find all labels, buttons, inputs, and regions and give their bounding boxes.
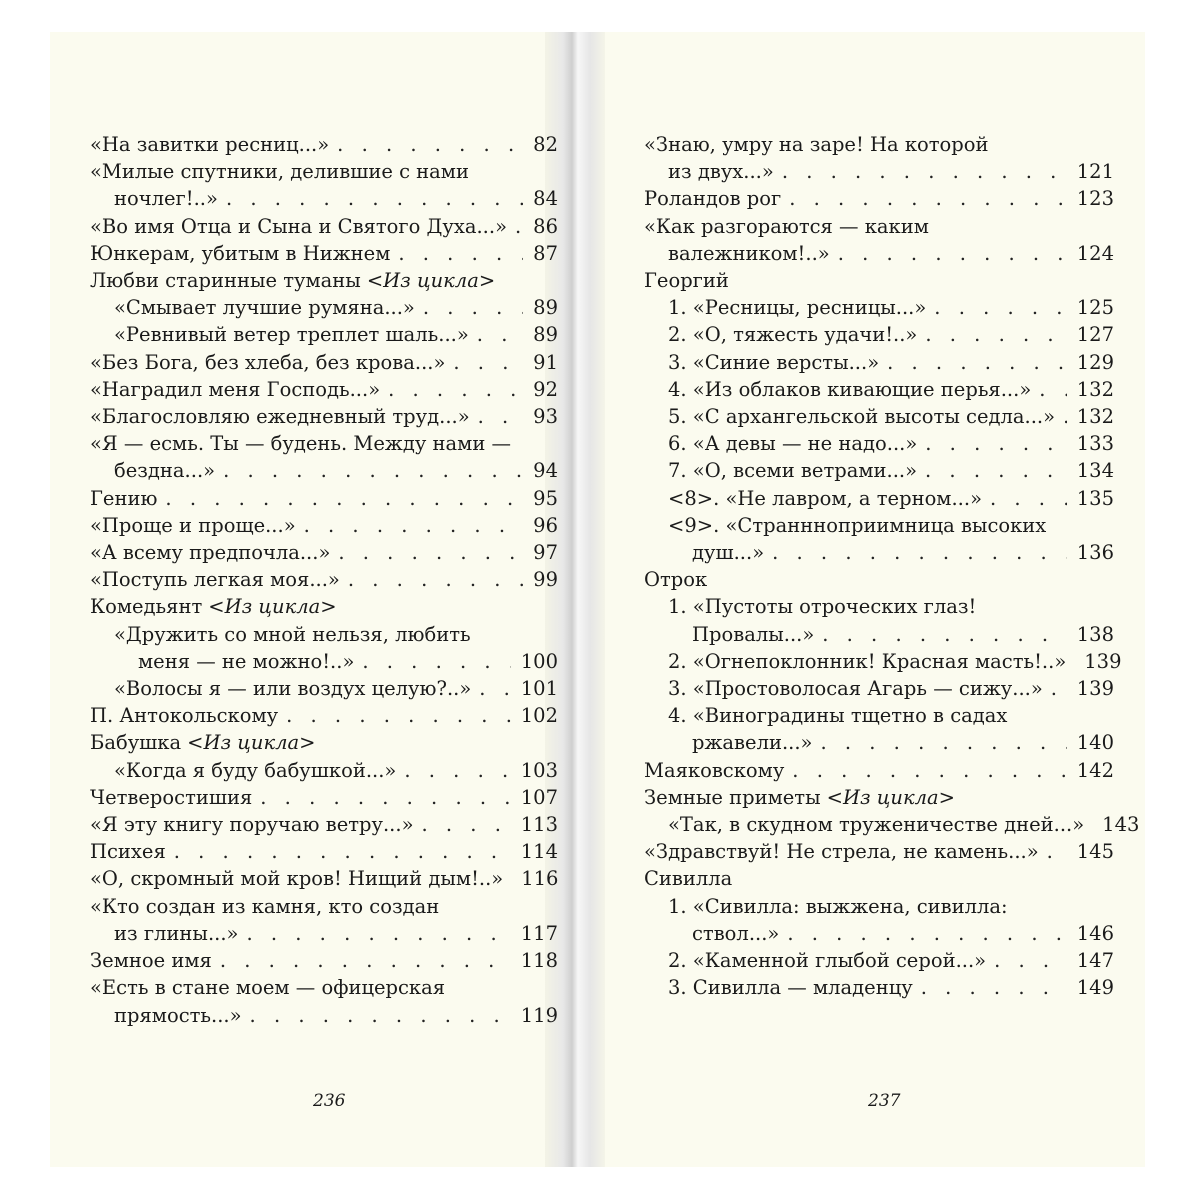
- dot-leader: [223, 457, 523, 484]
- toc-page-number: 89: [533, 323, 558, 347]
- toc-entry: [90, 974, 558, 1028]
- toc-entry-title: «Без Бога, без хлеба, без крова...»: [90, 350, 446, 374]
- dot-leader: [515, 213, 523, 240]
- dot-leader: [388, 376, 523, 403]
- toc-entry-row: [644, 811, 1140, 838]
- dot-leader: [789, 185, 1067, 212]
- toc-entry-row: [644, 729, 1114, 756]
- toc-entry: [90, 349, 558, 376]
- toc-entry-title: «Так, в скудном труженичестве дней...»: [668, 813, 1085, 837]
- toc-page-number: 82: [533, 133, 558, 156]
- toc-entry-title: «А всему предпочла...»: [90, 541, 331, 565]
- toc-page-number: 107: [520, 785, 558, 809]
- toc-entry: [90, 729, 558, 756]
- dot-leader: [1051, 675, 1067, 702]
- toc-entry-row: [90, 240, 558, 267]
- dot-leader: [423, 294, 523, 321]
- toc-entry-row: [90, 294, 558, 321]
- toc-entry: [644, 131, 1114, 185]
- toc-entry-title: «Наградил меня Господь...»: [90, 377, 381, 401]
- dot-leader: [246, 920, 510, 947]
- dot-leader: [220, 947, 511, 974]
- left-page-number: 236: [313, 1091, 346, 1111]
- toc-entry-title: 3. «Синие версты...»: [668, 350, 880, 374]
- toc-entry-first-line: <9>. «Страннноприимница высоких: [668, 513, 1047, 537]
- toc-page-number: 95: [533, 486, 558, 510]
- toc-entry: [90, 321, 558, 348]
- toc-entry: [644, 648, 1122, 675]
- toc-entry-title: Георгий: [644, 269, 729, 293]
- toc-entry: [90, 702, 558, 729]
- toc-entry-row: [644, 648, 1122, 675]
- toc-entry-row: [90, 811, 558, 838]
- toc-entry-title: «Проще и проще...»: [90, 513, 296, 537]
- toc-entry-first-line: 1. «Пустоты отроческих глаз!: [668, 595, 977, 619]
- toc-page-number: 121: [1076, 160, 1114, 184]
- toc-entry-row: [644, 485, 1114, 512]
- toc-entry: [90, 621, 558, 675]
- toc-entry-row: [644, 838, 1114, 865]
- toc-entry-row: [644, 539, 1114, 566]
- toc-entry: [90, 947, 558, 974]
- toc-entry-title: «На завитки ресниц...»: [90, 133, 330, 156]
- toc-entry-title: валежником!..»: [668, 241, 830, 265]
- dot-leader: [453, 349, 523, 376]
- toc-page-number: 132: [1076, 377, 1114, 401]
- toc-entry-row: [90, 757, 558, 784]
- dot-leader: [925, 457, 1067, 484]
- dot-leader: [1063, 403, 1067, 430]
- dot-leader: [304, 512, 524, 539]
- toc-entry-row: [90, 213, 558, 240]
- dot-leader: [250, 1002, 511, 1029]
- dot-leader: [887, 349, 1067, 376]
- toc-entry-title: 2. «О, тяжесть удачи!..»: [668, 323, 918, 347]
- toc-page-number: 101: [520, 677, 558, 701]
- toc-entry-title: 2. «Огнепоклонник! Красная масть!..»: [668, 649, 1067, 673]
- toc-page-number: 124: [1076, 241, 1114, 265]
- toc-entry-title: Провалы...»: [692, 622, 815, 646]
- toc-entry-row: [90, 1002, 558, 1029]
- dot-leader: [772, 539, 1067, 566]
- toc-entry-title: Маяковскому: [644, 758, 785, 782]
- toc-entry: [644, 757, 1114, 784]
- toc-entry-title: меня — не можно!..»: [138, 649, 355, 673]
- toc-entry: [644, 702, 1114, 756]
- dot-leader: [838, 240, 1067, 267]
- dot-leader: [398, 240, 523, 267]
- toc-entry: [644, 321, 1114, 348]
- toc-entry-row: [90, 457, 558, 484]
- toc-entry: [644, 838, 1114, 865]
- toc-entry-title: Земные приметы: [644, 785, 821, 809]
- toc-entry: [644, 185, 1114, 212]
- toc-entry-row: [90, 267, 558, 294]
- dot-leader: [792, 757, 1066, 784]
- dot-leader: [820, 729, 1066, 756]
- toc-page-number: 103: [520, 758, 558, 782]
- toc-entry-row: [644, 757, 1114, 784]
- toc-page-number: 102: [520, 704, 558, 728]
- toc-page-number: 117: [520, 921, 558, 945]
- toc-entry: [90, 757, 558, 784]
- toc-page-number: 127: [1076, 323, 1114, 347]
- toc-entry: [90, 131, 558, 158]
- toc-entry: [90, 784, 558, 811]
- right-page-number: 237: [868, 1091, 901, 1111]
- toc-cycle-note: <Из цикла>: [826, 785, 955, 809]
- toc-page-number: 87: [533, 241, 558, 265]
- toc-entry: [90, 838, 558, 865]
- dot-leader: [165, 485, 523, 512]
- toc-entry-title: Бабушка: [90, 731, 182, 755]
- toc-entry: [644, 675, 1114, 702]
- toc-page-number: 136: [1076, 541, 1114, 565]
- dot-leader: [174, 838, 511, 865]
- toc-entry-row: [90, 920, 558, 947]
- toc-entry-title: Гению: [90, 486, 158, 510]
- toc-entry-title: «Волосы я — или воздух целую?..»: [114, 677, 472, 701]
- toc-entry-row: [90, 539, 558, 566]
- toc-entry-title: «Благословляю ежедневный труд...»: [90, 405, 470, 429]
- toc-page-number: 140: [1076, 731, 1114, 755]
- toc-entry-row: [644, 920, 1114, 947]
- toc-entry: [644, 430, 1114, 457]
- toc-entry-title: 3. «Простоволосая Агарь — сижу...»: [668, 677, 1043, 701]
- toc-entry-first-line: «Кто создан из камня, кто создан: [90, 894, 440, 918]
- toc-entry: [644, 566, 1114, 593]
- toc-entry-title: 7. «О, всеми ветрами...»: [668, 459, 918, 483]
- toc-page-number: 149: [1076, 976, 1114, 1000]
- dot-leader: [782, 158, 1067, 185]
- toc-entry: [644, 974, 1114, 1001]
- toc-entry: [644, 865, 1114, 892]
- dot-leader: [226, 185, 523, 212]
- toc-entry-row: [644, 430, 1114, 457]
- toc-entry-row: [644, 158, 1114, 185]
- toc-entry: [90, 213, 558, 240]
- dot-leader: [286, 702, 511, 729]
- toc-entry: [644, 485, 1114, 512]
- toc-cycle-note: <Из цикла>: [208, 595, 337, 619]
- toc-entry: [90, 593, 558, 620]
- toc-entry-title: Юнкерам, убитым в Нижнем: [90, 241, 391, 265]
- toc-page-number: 119: [520, 1003, 558, 1027]
- toc-page-number: 143: [1102, 813, 1140, 837]
- toc-page-number: 92: [533, 377, 558, 401]
- toc-page-number: 113: [520, 813, 558, 837]
- toc-entry: [90, 430, 558, 484]
- toc-entry-row: [644, 621, 1114, 648]
- dot-leader: [934, 294, 1066, 321]
- toc-entry: [90, 811, 558, 838]
- toc-entry: [90, 485, 558, 512]
- toc-entry-title: Отрок: [644, 568, 708, 592]
- toc-page-number: 125: [1076, 296, 1114, 320]
- toc-entry: [644, 349, 1114, 376]
- toc-entry-row: [644, 240, 1114, 267]
- toc-entry: [644, 784, 1114, 811]
- dot-leader: [260, 784, 510, 811]
- dot-leader: [404, 757, 510, 784]
- toc-entry: [644, 947, 1114, 974]
- toc-page-number: 114: [520, 840, 558, 864]
- toc-entry-title: 5. «С архангельской высоты седла...»: [668, 405, 1056, 429]
- toc-entry-title: 4. «Из облаков кивающие перья...»: [668, 377, 1032, 401]
- toc-page-number: 99: [533, 568, 558, 592]
- dot-leader: [990, 485, 1067, 512]
- toc-page-number: 123: [1076, 187, 1114, 211]
- toc-entry-title: 1. «Ресницы, ресницы...»: [668, 296, 927, 320]
- toc-entry: [644, 457, 1114, 484]
- toc-entry-title: Четверостишия: [90, 785, 253, 809]
- toc-entry-title: «Когда я буду бабушкой...»: [114, 758, 397, 782]
- toc-entry-title: 3. Сивилла — младенцу: [668, 976, 913, 1000]
- toc-entry-row: [90, 702, 558, 729]
- toc-entry: [90, 865, 558, 892]
- dot-leader: [925, 430, 1066, 457]
- toc-page-number: 84: [533, 187, 558, 211]
- toc-page-number: 86: [533, 214, 558, 238]
- toc-page-number: 135: [1076, 486, 1114, 510]
- toc-page-number: 139: [1076, 677, 1114, 701]
- toc-page-number: 133: [1076, 432, 1114, 456]
- toc-entry: [644, 593, 1114, 647]
- toc-entry-first-line: «Дружить со мной нельзя, любить: [114, 622, 471, 646]
- toc-entry-row: [90, 784, 558, 811]
- dot-leader: [479, 675, 510, 702]
- toc-entry: [90, 893, 558, 947]
- toc-entry: [644, 893, 1114, 947]
- toc-page-number: 146: [1076, 921, 1114, 945]
- toc-page-number: 91: [533, 350, 558, 374]
- toc-entry-row: [90, 593, 558, 620]
- toc-entry-title: 2. «Каменной глыбой серой...»: [668, 949, 987, 973]
- toc-entry-row: [90, 729, 558, 756]
- toc-entry-row: [644, 566, 1114, 593]
- toc-entry: [90, 566, 558, 593]
- toc-entry-row: [90, 865, 558, 892]
- toc-page-number: 147: [1076, 949, 1114, 973]
- toc-entry-title: «Ревнивый ветер треплет шаль...»: [114, 323, 469, 347]
- toc-entry: [644, 267, 1114, 294]
- toc-entry-title: <8>. «Не лавром, а терном...»: [668, 486, 982, 510]
- toc-page-number: 96: [533, 513, 558, 537]
- toc-page-number: 100: [520, 649, 558, 673]
- toc-entry-row: [90, 485, 558, 512]
- toc-entry-title: ствол...»: [692, 921, 780, 945]
- toc-entry-row: [644, 185, 1114, 212]
- toc-entry-first-line: «Милые спутники, делившие с нами: [90, 160, 469, 184]
- toc-entry-title: Сивилла: [644, 867, 733, 891]
- toc-entry: [90, 403, 558, 430]
- toc-entry-title: «Во имя Отца и Сына и Святого Духа...»: [90, 214, 508, 238]
- dot-leader: [1047, 838, 1067, 865]
- toc-entry-title: «Я эту книгу поручаю ветру...»: [90, 813, 414, 837]
- toc-cycle-note: <Из цикла>: [187, 731, 316, 755]
- toc-entry-title: «О, скромный мой кров! Нищий дым!..»: [90, 867, 504, 891]
- toc-page-number: 145: [1076, 840, 1114, 864]
- toc-entry-title: бездна...»: [114, 459, 216, 483]
- dot-leader: [994, 947, 1067, 974]
- toc-entry-row: [90, 675, 558, 702]
- toc-page-number: 116: [521, 867, 559, 891]
- toc-entry-row: [644, 321, 1114, 348]
- toc-entry: [644, 294, 1114, 321]
- toc-entry-title: из двух...»: [668, 160, 774, 184]
- toc-page-number: 118: [520, 949, 558, 973]
- dot-leader: [925, 321, 1066, 348]
- toc-page-number: 138: [1076, 622, 1114, 646]
- toc-page-number: 97: [533, 541, 558, 565]
- toc-entry-row: [90, 838, 558, 865]
- toc-page-number: 94: [533, 459, 558, 483]
- toc-entry-title: «Поступь легкая моя...»: [90, 568, 340, 592]
- toc-entry-first-line: 4. «Виноградины тщетно в садах: [668, 704, 1008, 728]
- toc-entry-title: 6. «А девы — не надо...»: [668, 432, 918, 456]
- toc-entry-first-line: «Я — есмь. Ты — будень. Между нами —: [90, 432, 512, 456]
- toc-entry-row: [90, 376, 558, 403]
- toc-entry-title: П. Антокольскому: [90, 704, 279, 728]
- toc-entry-row: [644, 457, 1114, 484]
- toc-entry-title: душ...»: [692, 541, 765, 565]
- toc-entry-title: прямость...»: [114, 1003, 242, 1027]
- toc-entry-row: [644, 947, 1114, 974]
- toc-page-number: 89: [533, 296, 558, 320]
- toc-page-number: 132: [1076, 405, 1114, 429]
- toc-page-number: 139: [1084, 649, 1122, 673]
- toc-entry-row: [90, 185, 558, 212]
- toc-entry-title: Комедьянт: [90, 595, 203, 619]
- dot-leader: [478, 403, 524, 430]
- toc-cycle-note: <Из цикла>: [366, 269, 496, 293]
- toc-entry-title: Земное имя: [90, 949, 212, 973]
- toc-entry-row: [644, 675, 1114, 702]
- toc-entry-row: [90, 349, 558, 376]
- toc-page-number: 134: [1076, 459, 1114, 483]
- dot-leader: [1039, 376, 1067, 403]
- toc-entry-row: [644, 403, 1114, 430]
- toc-entry-row: [90, 512, 558, 539]
- toc-entry: [644, 403, 1114, 430]
- toc-entry-row: [644, 294, 1114, 321]
- toc-entry-first-line: 1. «Сивилла: выжжена, сивилла:: [668, 894, 1008, 918]
- toc-entry: [90, 267, 558, 294]
- dot-leader: [338, 539, 523, 566]
- toc-entry-row: [90, 131, 558, 158]
- toc-entry: [90, 294, 558, 321]
- toc-page-number: 129: [1076, 350, 1114, 374]
- toc-entry-row: [90, 321, 558, 348]
- toc-entry: [644, 811, 1140, 838]
- toc-entry-row: [90, 648, 558, 675]
- dot-leader: [822, 621, 1067, 648]
- toc-entry-title: из глины...»: [114, 921, 239, 945]
- toc-entry: [644, 512, 1114, 566]
- toc-entry-title: «Здравствуй! Не стрела, не камень...»: [644, 840, 1039, 864]
- toc-entry: [90, 512, 558, 539]
- toc-page-number: 93: [533, 405, 558, 429]
- toc-entry-row: [644, 267, 1114, 294]
- dot-leader: [477, 321, 523, 348]
- toc-entry-title: ржавели...»: [692, 731, 813, 755]
- toc-entry: [90, 675, 558, 702]
- toc-entry-title: Роландов рог: [644, 187, 782, 211]
- toc-entry-row: [644, 349, 1114, 376]
- dot-leader: [337, 131, 523, 158]
- dot-leader: [348, 566, 523, 593]
- toc-entry-row: [90, 566, 558, 593]
- dot-leader: [921, 974, 1067, 1001]
- toc-entry-row: [90, 403, 558, 430]
- dot-leader: [787, 920, 1066, 947]
- toc-entry: [90, 539, 558, 566]
- toc-entry-first-line: «Знаю, умру на заре! На которой: [644, 133, 989, 156]
- toc-entry-title: «Смывает лучшие румяна...»: [114, 296, 415, 320]
- toc-entry: [90, 376, 558, 403]
- toc-entry-row: [644, 974, 1114, 1001]
- dot-leader: [362, 648, 510, 675]
- toc-entry-title: Любви старинные туманы: [90, 269, 361, 293]
- left-contents-list: [90, 131, 558, 1029]
- toc-entry-row: [90, 947, 558, 974]
- toc-entry-title: Психея: [90, 840, 166, 864]
- dot-leader: [422, 811, 511, 838]
- toc-entry-row: [644, 784, 1114, 811]
- toc-entry-row: [644, 376, 1114, 403]
- toc-entry-first-line: «Как разгораются — каким: [644, 214, 929, 238]
- toc-entry-first-line: «Есть в стане моем — офицерская: [90, 976, 446, 1000]
- toc-entry-row: [644, 865, 1114, 892]
- toc-entry: [644, 213, 1114, 267]
- toc-entry: [90, 240, 558, 267]
- toc-page-number: 142: [1076, 758, 1114, 782]
- right-contents-list: [644, 131, 1140, 1002]
- toc-entry: [644, 376, 1114, 403]
- toc-entry-title: ночлег!..»: [114, 187, 218, 211]
- toc-entry: [90, 158, 558, 212]
